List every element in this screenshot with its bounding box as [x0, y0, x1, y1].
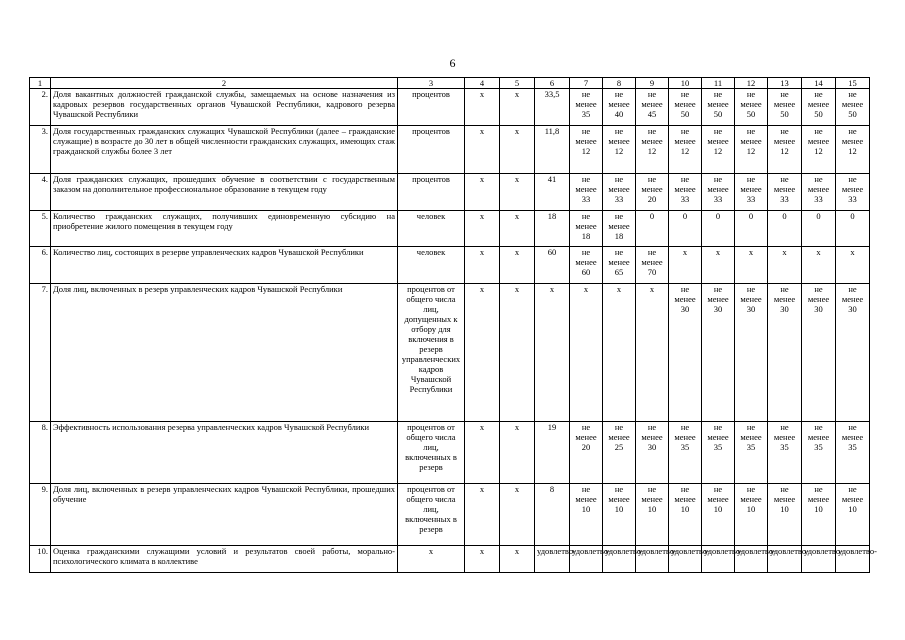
value-cell: x: [500, 211, 535, 247]
indicator-name-cell: Доля гражданских служащих, прошедших обучение в соответствии с государственным заказом на дополнительное профессиональное образование в текущем году: [51, 174, 398, 211]
value-cell: не менее 65: [603, 247, 636, 284]
value-cell: удовлетво-: [702, 546, 735, 573]
value-cell: x: [465, 247, 500, 284]
value-cell: не менее 50: [836, 89, 870, 126]
value-cell: не менее 45: [636, 89, 669, 126]
value-cell: не менее 35: [768, 422, 802, 484]
value-cell: не менее 33: [735, 174, 768, 211]
value-cell: удовлетво-: [836, 546, 870, 573]
value-cell: не менее 12: [603, 126, 636, 174]
unit-cell: процентов от общего числа лиц, включенных в резерв: [398, 422, 465, 484]
value-cell: не менее 35: [802, 422, 836, 484]
value-cell: 60: [535, 247, 570, 284]
value-cell: не менее 12: [836, 126, 870, 174]
table-row: [30, 484, 870, 546]
value-cell: 18: [535, 211, 570, 247]
header-cell: 8: [603, 78, 636, 89]
indicator-name-cell: Доля государственных гражданских служащих Чувашской Республики (далее – гражданские служащие) в возрасте до 30 лет в общей численности гражданских служащих, имеющих стаж гражданской службы более 3 лет: [51, 126, 398, 174]
value-cell: не менее 10: [735, 484, 768, 546]
header-cell: 11: [702, 78, 735, 89]
row-number-cell: 8.: [30, 422, 51, 484]
value-cell: не менее 10: [636, 484, 669, 546]
unit-cell: x: [398, 546, 465, 573]
value-cell: x: [836, 247, 870, 284]
value-cell: не менее 25: [603, 422, 636, 484]
value-cell: 8: [535, 484, 570, 546]
row-number-cell: 4.: [30, 174, 51, 211]
header-cell: 2: [51, 78, 398, 89]
table-row: [30, 546, 870, 573]
value-cell: x: [735, 247, 768, 284]
value-cell: не менее 50: [802, 89, 836, 126]
value-cell: не менее 50: [735, 89, 768, 126]
value-cell: не менее 33: [603, 174, 636, 211]
value-cell: x: [465, 174, 500, 211]
header-cell: 14: [802, 78, 836, 89]
value-cell: не менее 30: [768, 284, 802, 422]
value-cell: не менее 33: [669, 174, 702, 211]
value-cell: не менее 12: [735, 126, 768, 174]
value-cell: x: [465, 89, 500, 126]
value-cell: не менее 50: [768, 89, 802, 126]
row-number-cell: 5.: [30, 211, 51, 247]
value-cell: удовлетво-: [669, 546, 702, 573]
indicator-name-cell: Оценка гражданскими служащими условий и результатов своей работы, морально-психологического климата в коллективе: [51, 546, 398, 573]
value-cell: удовлетво-: [535, 546, 570, 573]
value-cell: x: [603, 284, 636, 422]
value-cell: не менее 35: [669, 422, 702, 484]
row-number-cell: 7.: [30, 284, 51, 422]
row-number-cell: 2.: [30, 89, 51, 126]
indicator-name-cell: Доля лиц, включенных в резерв управленческих кадров Чувашской Республики: [51, 284, 398, 422]
value-cell: x: [500, 89, 535, 126]
row-number-cell: 10.: [30, 546, 51, 573]
value-cell: не менее 33: [768, 174, 802, 211]
header-cell: 9: [636, 78, 669, 89]
value-cell: не менее 30: [669, 284, 702, 422]
value-cell: x: [465, 546, 500, 573]
page-number: 6: [449, 56, 456, 70]
value-cell: x: [636, 284, 669, 422]
value-cell: x: [500, 284, 535, 422]
value-cell: x: [465, 284, 500, 422]
value-cell: не менее 12: [669, 126, 702, 174]
value-cell: не менее 12: [570, 126, 603, 174]
value-cell: удовлетво-: [570, 546, 603, 573]
value-cell: x: [500, 247, 535, 284]
value-cell: удовлетво-: [636, 546, 669, 573]
value-cell: не менее 35: [570, 89, 603, 126]
value-cell: удовлетво-: [735, 546, 768, 573]
table-row: [30, 126, 870, 174]
value-cell: не менее 10: [570, 484, 603, 546]
table-row: [30, 211, 870, 247]
value-cell: 0: [735, 211, 768, 247]
value-cell: не менее 50: [702, 89, 735, 126]
value-cell: не менее 12: [768, 126, 802, 174]
value-cell: x: [500, 126, 535, 174]
unit-cell: процентов: [398, 174, 465, 211]
value-cell: не менее 33: [570, 174, 603, 211]
value-cell: x: [768, 247, 802, 284]
unit-cell: человек: [398, 247, 465, 284]
header-cell: 4: [465, 78, 500, 89]
header-cell: 7: [570, 78, 603, 89]
value-cell: x: [570, 284, 603, 422]
value-cell: не менее 12: [702, 126, 735, 174]
value-cell: не менее 70: [636, 247, 669, 284]
value-cell: удовлетво-: [603, 546, 636, 573]
value-cell: удовлетво-: [802, 546, 836, 573]
indicator-name-cell: Доля лиц, включенных в резерв управленческих кадров Чувашской Республики, прошедших обучение: [51, 484, 398, 546]
value-cell: не менее 30: [735, 284, 768, 422]
value-cell: x: [465, 126, 500, 174]
value-cell: не менее 30: [836, 284, 870, 422]
value-cell: 41: [535, 174, 570, 211]
value-cell: x: [500, 484, 535, 546]
value-cell: 0: [702, 211, 735, 247]
value-cell: не менее 30: [636, 422, 669, 484]
row-number-cell: 6.: [30, 247, 51, 284]
unit-cell: человек: [398, 211, 465, 247]
row-number-cell: 9.: [30, 484, 51, 546]
value-cell: 11,8: [535, 126, 570, 174]
value-cell: 0: [768, 211, 802, 247]
header-cell: 12: [735, 78, 768, 89]
unit-cell: процентов от общего числа лиц, допущенных к отбору для включения в резерв управленческих кадров Чувашской Республики: [398, 284, 465, 422]
value-cell: x: [500, 422, 535, 484]
value-cell: x: [702, 247, 735, 284]
unit-cell: процентов от общего числа лиц, включенных в резерв: [398, 484, 465, 546]
value-cell: не менее 18: [603, 211, 636, 247]
value-cell: не менее 20: [636, 174, 669, 211]
value-cell: 19: [535, 422, 570, 484]
unit-cell: процентов: [398, 89, 465, 126]
value-cell: не менее 10: [768, 484, 802, 546]
value-cell: x: [500, 546, 535, 573]
value-cell: не менее 50: [669, 89, 702, 126]
header-cell: 3: [398, 78, 465, 89]
header-cell: 13: [768, 78, 802, 89]
value-cell: 0: [836, 211, 870, 247]
header-cell: 6: [535, 78, 570, 89]
table-row: [30, 284, 870, 422]
indicator-name-cell: Эффективность использования резерва управленческих кадров Чувашской Республики: [51, 422, 398, 484]
value-cell: не менее 10: [603, 484, 636, 546]
value-cell: 0: [802, 211, 836, 247]
value-cell: не менее 35: [836, 422, 870, 484]
value-cell: не менее 12: [802, 126, 836, 174]
value-cell: 0: [669, 211, 702, 247]
value-cell: не менее 33: [802, 174, 836, 211]
value-cell: не менее 10: [669, 484, 702, 546]
value-cell: не менее 33: [836, 174, 870, 211]
value-cell: не менее 10: [702, 484, 735, 546]
indicators-table: [29, 77, 877, 573]
value-cell: x: [802, 247, 836, 284]
value-cell: x: [465, 422, 500, 484]
value-cell: не менее 30: [702, 284, 735, 422]
value-cell: x: [535, 284, 570, 422]
header-cell: 5: [500, 78, 535, 89]
table-row: [30, 89, 870, 126]
header-cell: 15: [836, 78, 870, 89]
value-cell: x: [465, 484, 500, 546]
value-cell: x: [669, 247, 702, 284]
value-cell: не менее 10: [802, 484, 836, 546]
value-cell: не менее 35: [702, 422, 735, 484]
indicator-name-cell: Количество лиц, состоящих в резерве управленческих кадров Чувашской Республики: [51, 247, 398, 284]
header-row: [30, 78, 870, 89]
table-row: [30, 174, 870, 211]
value-cell: не менее 18: [570, 211, 603, 247]
table-row: [30, 247, 870, 284]
header-cell: 1: [30, 78, 51, 89]
value-cell: 0: [636, 211, 669, 247]
value-cell: не менее 60: [570, 247, 603, 284]
value-cell: x: [465, 211, 500, 247]
unit-cell: процентов: [398, 126, 465, 174]
indicator-name-cell: Доля вакантных должностей гражданской службы, замещаемых на основе назначения из кадровых резервов государственных органов Чувашской Республики, кадрового резерва Чувашской Республики: [51, 89, 398, 126]
row-number-cell: 3.: [30, 126, 51, 174]
indicator-name-cell: Количество гражданских служащих, получивших единовременную субсидию на приобретение жилого помещения в текущем году: [51, 211, 398, 247]
value-cell: удовлетво-: [768, 546, 802, 573]
value-cell: не менее 40: [603, 89, 636, 126]
header-cell: 10: [669, 78, 702, 89]
value-cell: не менее 12: [636, 126, 669, 174]
table-row: [30, 422, 870, 484]
value-cell: не менее 20: [570, 422, 603, 484]
value-cell: не менее 10: [836, 484, 870, 546]
value-cell: 33,5: [535, 89, 570, 126]
value-cell: x: [500, 174, 535, 211]
value-cell: не менее 33: [702, 174, 735, 211]
value-cell: не менее 30: [802, 284, 836, 422]
value-cell: не менее 35: [735, 422, 768, 484]
